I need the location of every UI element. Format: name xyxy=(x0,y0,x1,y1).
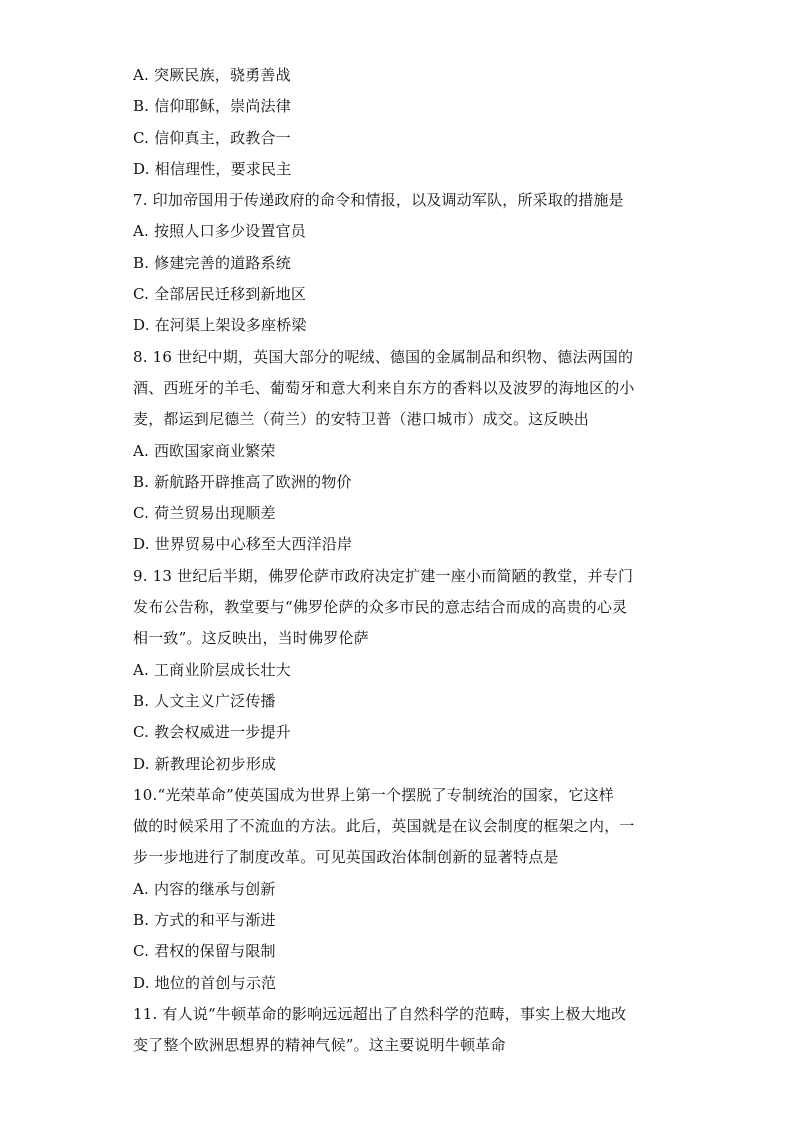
option-line: A. 西欧国家商业繁荣 xyxy=(133,441,276,460)
answer-option xyxy=(133,279,673,310)
answer-option xyxy=(133,655,673,686)
exam-content xyxy=(133,60,673,1062)
answer-option xyxy=(133,749,673,780)
option-line: C. 教会权威进一步提升 xyxy=(133,723,291,742)
question-stem xyxy=(133,185,673,216)
question-line: 麦，都运到尼德兰（荷兰）的安特卫普（港口城市）成交。这反映出 xyxy=(133,410,590,429)
question-line: 11. 有人说“牛顿革命的影响远远超出了自然科学的范畴，事实上极大地改 xyxy=(133,1004,627,1023)
question-stem xyxy=(133,342,673,436)
option-line: B. 方式的和平与渐进 xyxy=(133,911,276,930)
option-line: C. 全部居民迁移到新地区 xyxy=(133,285,307,304)
question-line: 发布公告称，教堂要与“佛罗伦萨的众多市民的意志结合而成的高贵的心灵 xyxy=(133,598,628,617)
option-line: A. 工商业阶层成长壮大 xyxy=(133,660,291,679)
answer-option xyxy=(133,968,673,999)
answer-option xyxy=(133,123,673,154)
option-line: D. 相信理性，要求民主 xyxy=(133,159,292,178)
question-line: 酒、西班牙的羊毛、葡萄牙和意大利来自东方的香料以及波罗的海地区的小 xyxy=(133,378,635,397)
answer-option xyxy=(133,60,673,91)
question-stem xyxy=(133,780,673,874)
option-line: D. 地位的首创与示范 xyxy=(133,973,277,992)
answer-option xyxy=(133,436,673,467)
option-line: A. 内容的继承与创新 xyxy=(133,879,276,898)
question-line: 7. 印加帝国用于传递政府的命令和情报，以及调动军队，所采取的措施是 xyxy=(133,191,624,210)
question-line: 9. 13 世纪后半期，佛罗伦萨市政府决定扩建一座小而简陋的教堂，并专门 xyxy=(133,566,634,585)
question-line: 步一步地进行了制度改革。可见英国政治体制创新的显著特点是 xyxy=(133,848,559,867)
question-line: 10.“光荣革命”使英国成为世界上第一个摆脱了专制统治的国家，它这样 xyxy=(133,785,614,804)
option-line: D. 新教理论初步形成 xyxy=(133,754,277,773)
answer-option xyxy=(133,248,673,279)
option-line: B. 信仰耶稣，崇尚法律 xyxy=(133,97,291,116)
option-line: C. 荷兰贸易出现顺差 xyxy=(133,504,276,523)
answer-option xyxy=(133,717,673,748)
answer-option xyxy=(133,529,673,560)
answer-option xyxy=(133,91,673,122)
answer-option xyxy=(133,498,673,529)
option-line: A. 突厥民族，骁勇善战 xyxy=(133,66,291,84)
answer-option xyxy=(133,216,673,247)
option-line: A. 按照人口多少设置官员 xyxy=(133,222,306,241)
option-line: B. 人文主义广泛传播 xyxy=(133,691,276,710)
answer-option xyxy=(133,874,673,905)
question-stem xyxy=(133,561,673,655)
option-line: B. 修建完善的道路系统 xyxy=(133,253,291,272)
answer-option xyxy=(133,467,673,498)
answer-option xyxy=(133,310,673,341)
option-line: D. 在河渠上架设多座桥梁 xyxy=(133,316,307,335)
answer-option xyxy=(133,154,673,185)
option-line: D. 世界贸易中心移至大西洋沿岸 xyxy=(133,535,353,554)
option-line: C. 信仰真主，政教合一 xyxy=(133,128,291,147)
answer-option xyxy=(133,686,673,717)
answer-option xyxy=(133,905,673,936)
option-line: B. 新航路开辟推高了欧洲的物价 xyxy=(133,472,352,491)
question-stem xyxy=(133,999,673,1062)
answer-option xyxy=(133,936,673,967)
option-line: C. 君权的保留与限制 xyxy=(133,942,276,961)
question-line: 8. 16 世纪中期，英国大部分的呢绒、德国的金属制品和织物、德法两国的 xyxy=(133,347,634,366)
question-line: 变了整个欧洲思想界的精神气候”。这主要说明牛顿革命 xyxy=(133,1036,506,1055)
question-line: 做的时候采用了不流血的方法。此后，英国就是在议会制度的框架之内，一 xyxy=(133,817,635,836)
question-line: 相一致”。这反映出，当时佛罗伦萨 xyxy=(133,629,369,648)
